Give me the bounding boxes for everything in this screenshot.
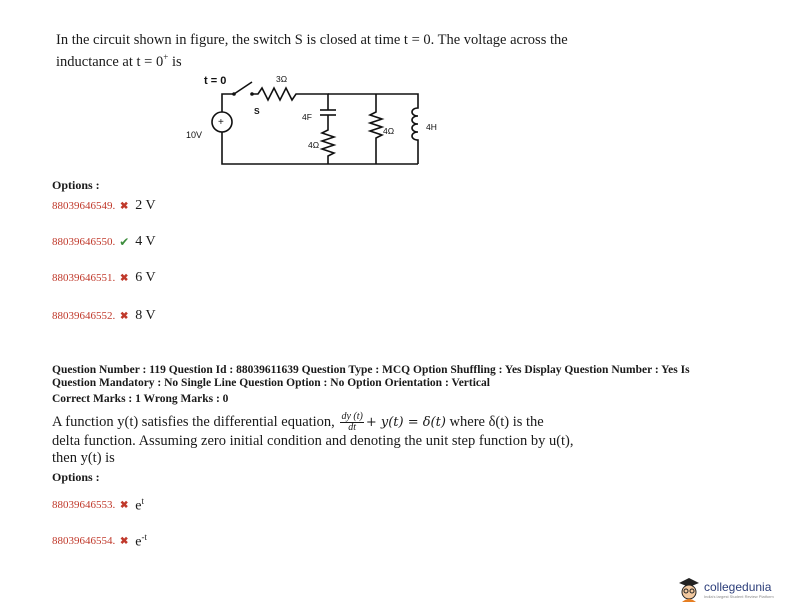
switch-label: S	[254, 106, 260, 116]
resistor-4ohm-right	[370, 102, 382, 164]
source-label: 10V	[186, 130, 203, 140]
option-id: 88039646554.	[52, 535, 116, 548]
wire-top-2	[328, 94, 418, 102]
question-2-text	[52, 412, 652, 467]
question-1-line-1: In the circuit shown in figure, the switch S is closed at time t = 0. The voltage across the	[56, 32, 568, 48]
meta-line-1: Question Number : 119 Question Id : 88039611639 Question Type : MCQ Option Shuffling : Yes Display Question Number : Yes Is	[52, 364, 690, 376]
meta-line-2: Question Mandatory : No Single Line Question Option : No Option Orientation : Vertical	[52, 377, 490, 389]
options-label-q1: Options :	[52, 178, 100, 192]
source-sign: +	[218, 117, 224, 128]
option-value: 2 V	[135, 198, 156, 213]
question-2-line-3: then y(t) is	[52, 450, 115, 466]
wire-left-top	[222, 94, 234, 112]
collegedunia-logo	[676, 572, 788, 606]
option-q1-2[interactable]	[52, 234, 156, 250]
question-2-line-2: delta function. Assuming zero initial condition and denoting the unit step function by u(t),	[52, 433, 574, 449]
option-id: 88039646551.	[52, 272, 116, 284]
checkmark-icon: ✔	[119, 234, 130, 249]
switch-time-label: t = 0	[204, 75, 227, 87]
option-value: 6 V	[135, 270, 156, 285]
capacitor-label: 4F	[302, 112, 312, 122]
resistor-3ohm-label: 3Ω	[276, 74, 288, 84]
resistor-middle-label: 4Ω	[308, 140, 320, 150]
resistor-4ohm-middle	[322, 126, 334, 164]
circuit-diagram	[178, 72, 448, 182]
resistor-3ohm	[252, 88, 304, 100]
derivative-fraction: $\frac{dy (t)}{dt}$	[341, 411, 363, 433]
question-2-line-1: A function y(t) satisfies the differential equation, $\frac{dy (t)}{dt}$ + y(t) = δ(t) where δ(t) is the	[52, 411, 544, 433]
option-value: $e^t$	[135, 496, 144, 514]
question-2-meta	[52, 364, 742, 406]
wire-top-1	[304, 94, 328, 102]
inductor-label: 4H	[426, 122, 437, 132]
option-id: 88039646549.	[52, 200, 116, 212]
option-q2-2[interactable]	[52, 532, 147, 551]
question-1-line-2: inductance at t = 0+ is	[56, 52, 182, 70]
option-q1-4[interactable]	[52, 308, 156, 324]
option-q1-1[interactable]	[52, 198, 156, 214]
question-1-text	[56, 32, 616, 71]
option-id: 88039646552.	[52, 310, 116, 322]
mascot-icon	[676, 575, 702, 603]
logo-tagline: India's largest Student Review Platform	[704, 593, 774, 599]
marks-line: Correct Marks : 1 Wrong Marks : 0	[52, 393, 229, 405]
option-value: $e^{-t}$	[135, 532, 147, 550]
logo-text: collegedunia	[704, 579, 772, 594]
resistor-right-label: 4Ω	[383, 126, 395, 136]
option-q1-3[interactable]	[52, 270, 156, 286]
switch-blade	[234, 82, 252, 94]
option-value: 8 V	[135, 308, 156, 323]
cross-icon: ✖	[120, 272, 129, 284]
cross-icon: ✖	[120, 535, 129, 547]
option-q2-1[interactable]	[52, 496, 144, 515]
option-value: 4 V	[135, 234, 156, 249]
options-label-q2: Options :	[52, 470, 100, 484]
cross-icon: ✖	[120, 499, 129, 511]
cross-icon: ✖	[120, 200, 129, 212]
option-id: 88039646553.	[52, 499, 116, 512]
inductor-4h	[412, 102, 418, 164]
cross-icon: ✖	[120, 310, 129, 322]
wire-bottom	[222, 132, 418, 164]
option-id: 88039646550.	[52, 236, 116, 248]
